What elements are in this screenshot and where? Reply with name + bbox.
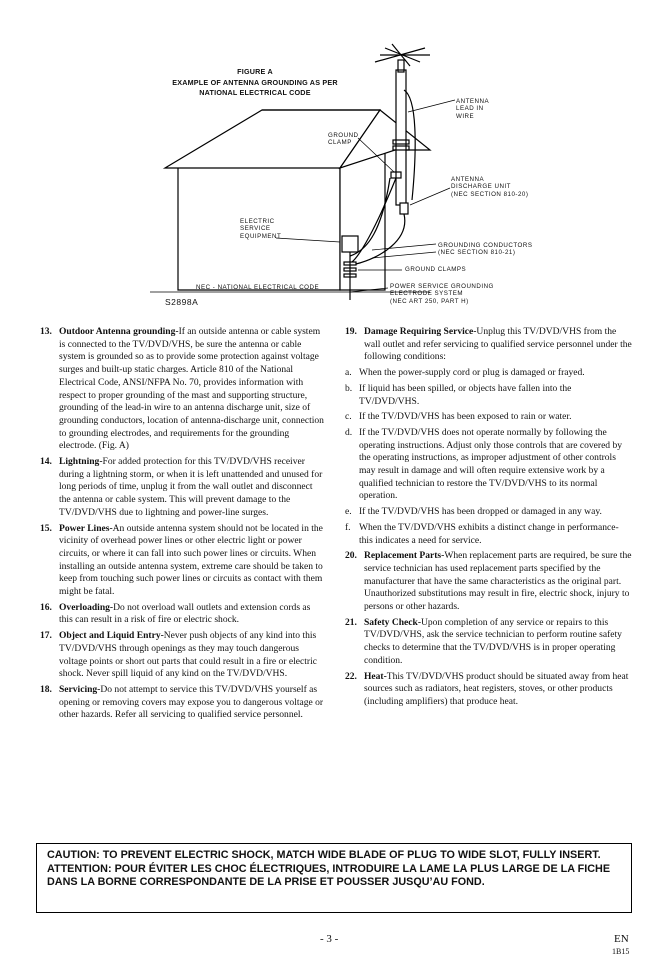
item-19f: f. When the TV/DVD/VHS exhibits a distinct change in performance-this indicates a need for service.	[345, 521, 619, 546]
page-number: - 3 -	[320, 933, 339, 945]
item-13: 13. Outdoor Antenna grounding-If an outside antenna or cable system is connected to the TV/DVD/VHS, be sure the antenna or cable system is grounded so as to provide some protection against voltage surges and built-up static charges. Article 810 of the National Electrical Code, ANSI/NFPA No. 70, provides information with respect to proper grounding of the mast and supporting structure, grounding of the lead-in wire to an antenna discharge unit, size of grounding conductors, location of antenna-discharge unit, connection to grounding electrodes, and requirements for the grounding electrode. (Fig. A)	[40, 326, 324, 452]
callout-antenna-lead: ANTENNA LEAD IN WIRE	[456, 98, 490, 120]
item-19e: e. If the TV/DVD/VHS has been dropped or damaged in any way.	[345, 506, 602, 518]
item-22: 22. Heat-This TV/DVD/VHS product should be situated away from heat sources such as radiators, heat registers, stoves, or other products (including amplifiers) that produce heat.	[345, 670, 629, 707]
figure-code: S2898A	[165, 297, 199, 307]
callout-ground-clamps: GROUND CLAMPS	[405, 266, 467, 273]
language-label: EN	[614, 933, 629, 945]
caution-french: ATTENTION: POUR ÉVITER LES CHOC ÉLECTRIQUES, INTRODUIRE LA LAME LA PLUS LARGE DE LA FICHE DANS LA BORNE CORRESPONDANTE DE LA PRISE ET POUSSER JUSQU’AU FOND.	[47, 862, 611, 888]
item-19d: d. If the TV/DVD/VHS does not operate normally by following the operating instructions. Adjust only those controls that are covered by the operating instructions, as improper adjustment of other controls may result in damage and will often require extensive work by a qualified technician to restore the TV/DVD/VHS to its normal operation.	[345, 426, 623, 502]
callout-discharge-unit: ANTENNA DISCHARGE UNIT (NEC SECTION 810-20)	[451, 176, 529, 198]
callout-nec: NEC - NATIONAL ELECTRICAL CODE	[196, 284, 320, 291]
figure-label: FIGURE A	[237, 67, 273, 76]
item-18: 18. Servicing-Do not attempt to service this TV/DVD/VHS yourself as opening or removing covers may expose you to dangerous voltage or other hazards. Refer all servicing to qualified service personnel.	[40, 683, 324, 721]
callout-electric-service: ELECTRIC SERVICE EQUIPMENT	[240, 218, 282, 240]
item-16: 16. Overloading-Do not overload wall outlets and extension cords as this can result in a risk of fire or electric shock.	[40, 601, 311, 626]
item-15: 15. Power Lines-An outside antenna system should not be located in the vicinity of overhead power lines or other electric light or power circuits, or where it can fall into such power lines or circuits. When installing an outside antenna system, extreme care should be taken to keep from touching such power lines or circuits as contact with them might be fatal.	[40, 522, 323, 598]
item-19b: b. If liquid has been spilled, or objects have fallen into the TV/DVD/VHS.	[345, 382, 572, 407]
caution-english: CAUTION: TO PREVENT ELECTRIC SHOCK, MATCH WIDE BLADE OF PLUG TO WIDE SLOT, FULLY INSERT.	[47, 849, 601, 861]
callout-grounding-conductors: GROUNDING CONDUCTORS (NEC SECTION 810-21)	[438, 242, 533, 257]
item-20: 20. Replacement Parts-When replacement parts are required, be sure the service technician has used replacement parts specified by the manufacturer that have the same characteristics as the original part. Unauthorized substitutions may result in fire, electric shock, injury to persons or other hazards.	[345, 550, 632, 613]
item-19: 19. Damage Requiring Service-Unplug this TV/DVD/VHS from the wall outlet and refer servicing to qualified service personnel under the following conditions:	[345, 326, 632, 363]
left-column	[40, 326, 326, 725]
right-column	[345, 326, 632, 712]
callout-power-service: POWER SERVICE GROUNDING ELECTRODE SYSTEM (NEC ART 250, PART H)	[390, 283, 494, 305]
document-code: 1B15	[612, 947, 630, 956]
figure-title-line1: EXAMPLE OF ANTENNA GROUNDING AS PER	[172, 78, 338, 87]
antenna-grounding-figure	[0, 0, 670, 320]
figure-title-line2: NATIONAL ELECTRICAL CODE	[199, 88, 311, 97]
callout-ground-clamp: GROUND CLAMP	[328, 132, 359, 147]
item-14: 14. Lightning-For added protection for this TV/DVD/VHS receiver during a lightning storm, or when it is left unattended and unused for long periods of time, unplug it from the wall outlet and disconnect the antenna or cable system. This will prevent damage to the TV/DVD/VHS due to lightning and power-line surges.	[40, 456, 323, 518]
item-19a: a. When the power-supply cord or plug is damaged or frayed.	[345, 367, 585, 379]
item-17: 17. Object and Liquid Entry-Never push objects of any kind into this TV/DVD/VHS through openings as they may touch dangerous voltage points or short out parts that could result in a fire or electric shock. Never spill liquid of any kind on the TV/DVD/VHS.	[40, 630, 317, 680]
item-21: 21. Safety Check-Upon completion of any service or repairs to this TV/DVD/VHS, ask the service technician to perform routine safety checks to determine that the TV/DVD/VHS is in proper operating condition.	[345, 616, 622, 666]
caution-box	[36, 843, 632, 913]
item-19c: c. If the TV/DVD/VHS has been exposed to rain or water.	[345, 411, 572, 423]
grounding-diagram	[0, 0, 670, 320]
